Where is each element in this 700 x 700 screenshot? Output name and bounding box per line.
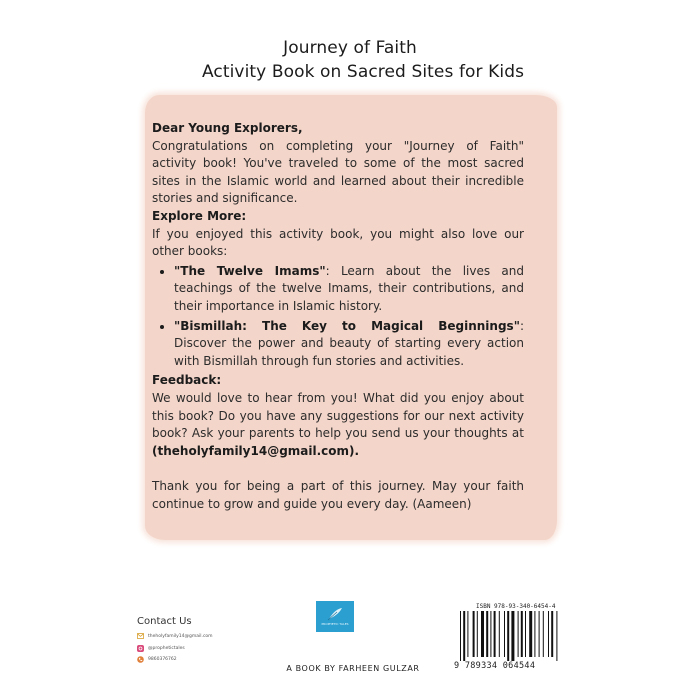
phone-icon	[137, 656, 144, 662]
book-title: Journey of Faith	[283, 38, 417, 58]
contact-email[interactable]: theholyfamily14@gmail.com	[148, 633, 213, 639]
feedback-paragraph	[152, 390, 524, 460]
isbn-barcode	[452, 603, 567, 675]
contact-phone[interactable]: 9860376762	[148, 656, 177, 662]
contact-email-row	[137, 633, 213, 639]
feedback-email: (theholyfamily14@gmail.com).	[152, 443, 360, 458]
instagram-icon	[137, 645, 144, 651]
isbn-label: ISBN 978-93-340-6454-4	[476, 603, 556, 610]
author-byline: A BOOK BY FARHEEN GULZAR	[286, 664, 420, 673]
closing-paragraph: Thank you for being a part of this journey. May your faith continue to grow and guide you every day. (Aameen)	[152, 479, 524, 511]
book-subtitle: Activity Book on Sacred Sites for Kids	[201, 62, 525, 82]
book-list	[152, 263, 524, 371]
isbn-number: 9 789334 064544	[454, 661, 536, 671]
logo-text: PROPHETIC TALES	[321, 622, 349, 626]
book-desc: : Learn about the lives and teachings of the twelve Imams, their contributions, and their importance in Islamic history.	[174, 263, 525, 313]
explore-heading: Explore More:	[152, 208, 247, 223]
intro-paragraph: Congratulations on completing your "Journey of Faith" activity book! You've traveled to some of the most sacred sites in the Islamic world and learned about their incredible stories and significance.	[152, 138, 524, 206]
book-title-bismillah: "Bismillah: The Key to Magical Beginnings"	[174, 318, 520, 333]
feather-icon	[325, 607, 345, 621]
greeting: Dear Young Explorers,	[152, 121, 303, 135]
feedback-text: We would love to hear from you! What did you enjoy about this book? Do you have any suggestions for our next activity book? Ask your parents to help you send us your thoughts at	[152, 390, 524, 441]
list-item	[174, 318, 524, 371]
barcode-bars	[458, 611, 562, 661]
feedback-heading: Feedback:	[152, 373, 222, 388]
book-desc: : Discover the power and beauty of starting every action with Bismillah through fun stories and activities.	[174, 318, 524, 368]
explore-intro: If you enjoyed this activity book, you might also love our other books:	[152, 226, 524, 259]
publisher-logo	[316, 601, 354, 632]
book-title-twelve-imams: "The Twelve Imams"	[174, 263, 326, 278]
contact-title: Contact Us	[137, 616, 192, 627]
contact-instagram-row	[137, 645, 185, 651]
contact-instagram[interactable]: @prophetictales	[148, 645, 185, 651]
contact-phone-row	[137, 656, 177, 662]
mail-icon	[137, 633, 144, 639]
letter-content	[152, 120, 524, 513]
list-item	[174, 263, 524, 316]
